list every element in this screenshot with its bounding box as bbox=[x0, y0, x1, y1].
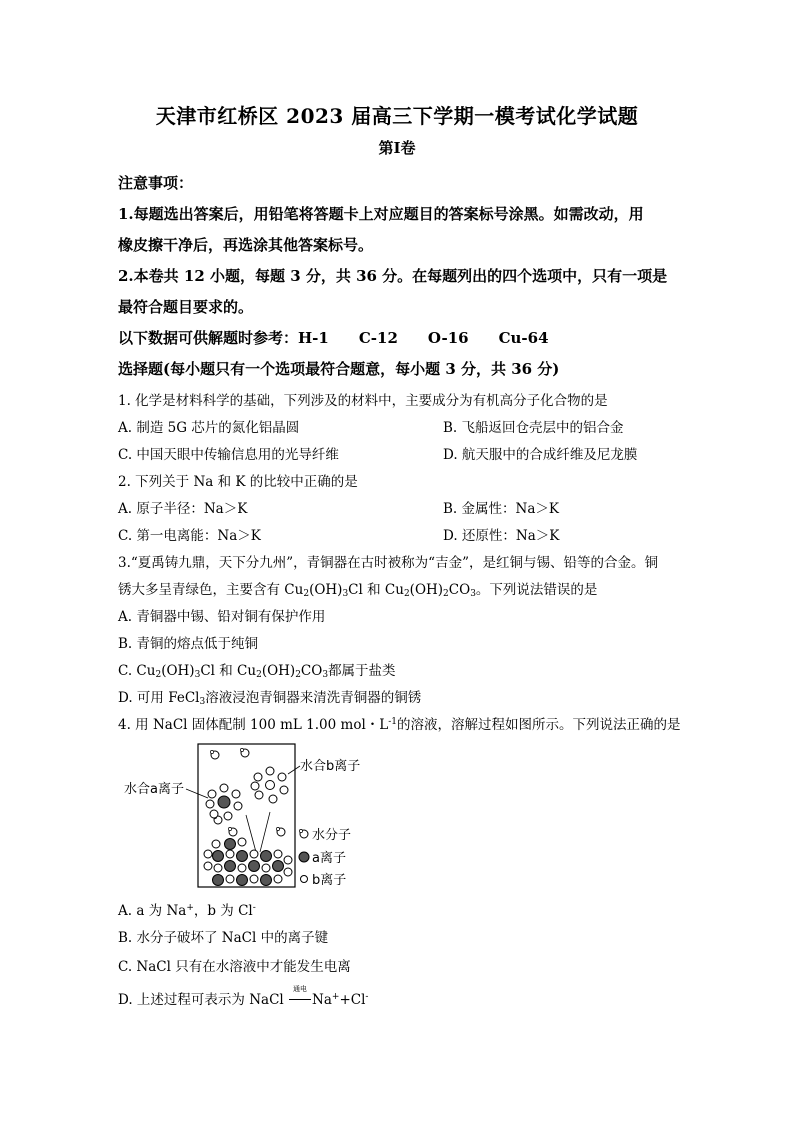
pointer-hydrated-a bbox=[186, 789, 208, 798]
q2-option-b: B. 金属性：Na＞K bbox=[443, 501, 559, 517]
pointer-hydrated-b bbox=[288, 766, 300, 774]
section-heading: 选择题(每小题只有一个选项最符合题意，每小题 3 分，共 36 分) bbox=[118, 360, 560, 378]
legend-a-icon bbox=[299, 852, 309, 862]
q2-option-a: A. 原子半径：Na＞K bbox=[118, 501, 248, 517]
q2-option-d: D. 还原性：Na＞K bbox=[443, 528, 560, 544]
label-hydrated-a: 水合a离子 bbox=[124, 782, 184, 797]
hydrated-a-cluster bbox=[206, 784, 242, 820]
legend-a-label: a离子 bbox=[312, 851, 346, 866]
notes-item2-line2: 最符合题目要求的。 bbox=[118, 298, 254, 316]
figure-legend bbox=[299, 827, 351, 888]
notes-item1-line2: 橡皮擦干净后，再选涂其他答案标号。 bbox=[118, 236, 374, 254]
legend-water-label: 水分子 bbox=[312, 828, 352, 843]
q4-option-b: B. 水分子破坏了 NaCl 中的离子键 bbox=[118, 930, 329, 946]
q1-option-b: B. 飞船返回仓壳层中的铝合金 bbox=[443, 420, 624, 436]
legend-b-label: b离子 bbox=[312, 873, 347, 888]
q1-option-c: C. 中国天眼中传输信息用的光导纤维 bbox=[118, 447, 339, 463]
q2-stem: 2. 下列关于 Na 和 K 的比较中正确的是 bbox=[118, 474, 358, 490]
q3-option-a: A. 青铜器中锡、铅对铜有保护作用 bbox=[118, 609, 326, 625]
legend-b-icon bbox=[301, 876, 308, 883]
label-hydrated-b: 水合b离子 bbox=[300, 759, 361, 774]
q4-option-c: C. NaCl 只有在水溶液中才能发生电离 bbox=[118, 959, 351, 975]
nacl-crystal bbox=[204, 838, 292, 886]
q3-option-d: D. 可用 FeCl$_3$溶液浸泡青铜器来清洗青铜器的铜锈 bbox=[118, 690, 422, 707]
q4-option-d: D. 上述过程可表示为 NaCl 通电 Na++Cl- bbox=[118, 985, 369, 1008]
q3-option-b: B. 青铜的熔点低于纯铜 bbox=[118, 636, 259, 652]
pointer-ion-a bbox=[246, 815, 256, 852]
notes-heading: 注意事项： bbox=[118, 174, 194, 192]
q1-option-a: A. 制造 5G 芯片的氮化铝晶圆 bbox=[118, 420, 300, 436]
atomic-mass-reference: 以下数据可供解题时参考：H-1 C-12 O-16 Cu-64 bbox=[118, 329, 549, 347]
pointer-ion-b bbox=[260, 812, 270, 852]
hydrated-b-cluster bbox=[251, 767, 288, 803]
q3-stem-line1: 3.“夏禹铸九鼎，天下分九州”，青铜器在古时被称为“吉金”，是红铜与锡、铅等的合金。铜 bbox=[118, 555, 658, 571]
reaction-arrow: 通电 bbox=[288, 992, 312, 1008]
q1-option-d: D. 航天服中的合成纤维及尼龙膜 bbox=[443, 447, 638, 463]
q2-option-c: C. 第一电离能：Na＞K bbox=[118, 528, 261, 544]
water-molecules-top bbox=[210, 748, 285, 836]
q4-option-a: A. a 为 Na+，b 为 Cl- bbox=[118, 903, 256, 919]
dissolution-figure bbox=[118, 740, 378, 890]
volume-heading: 第I卷 bbox=[378, 139, 416, 157]
q3-option-c: C. $Cu_2(OH)_3Cl$ 和 $Cu_2(OH)_2CO_3$都属于盐类 bbox=[118, 663, 396, 680]
q4-stem: 4. 用 NaCl 固体配制 100 mL 1.00 mol・$L^{-1}$的溶液，溶解过程如图所示。下列说法正确的是 bbox=[118, 717, 681, 733]
notes-item1-line1: 1.每题选出答案后，用铅笔将答题卡上对应题目的答案标号涂黑。如需改动，用 bbox=[118, 205, 644, 223]
q1-stem: 1. 化学是材料科学的基础，下列涉及的材料中，主要成分为有机高分子化合物的是 bbox=[118, 393, 608, 409]
q3-stem-line2: 锈大多呈青绿色，主要含有 $Cu_2(OH)_3Cl$ 和 $Cu_2(OH)_2CO_3$。下列说法错误的是 bbox=[118, 582, 598, 599]
exam-title: 天津市红桥区 2023 届高三下学期一模考试化学试题 bbox=[155, 104, 639, 128]
notes-item2-line1: 2.本卷共 12 小题，每题 3 分，共 36 分。在每题列出的四个选项中，只有一项是 bbox=[118, 267, 668, 285]
